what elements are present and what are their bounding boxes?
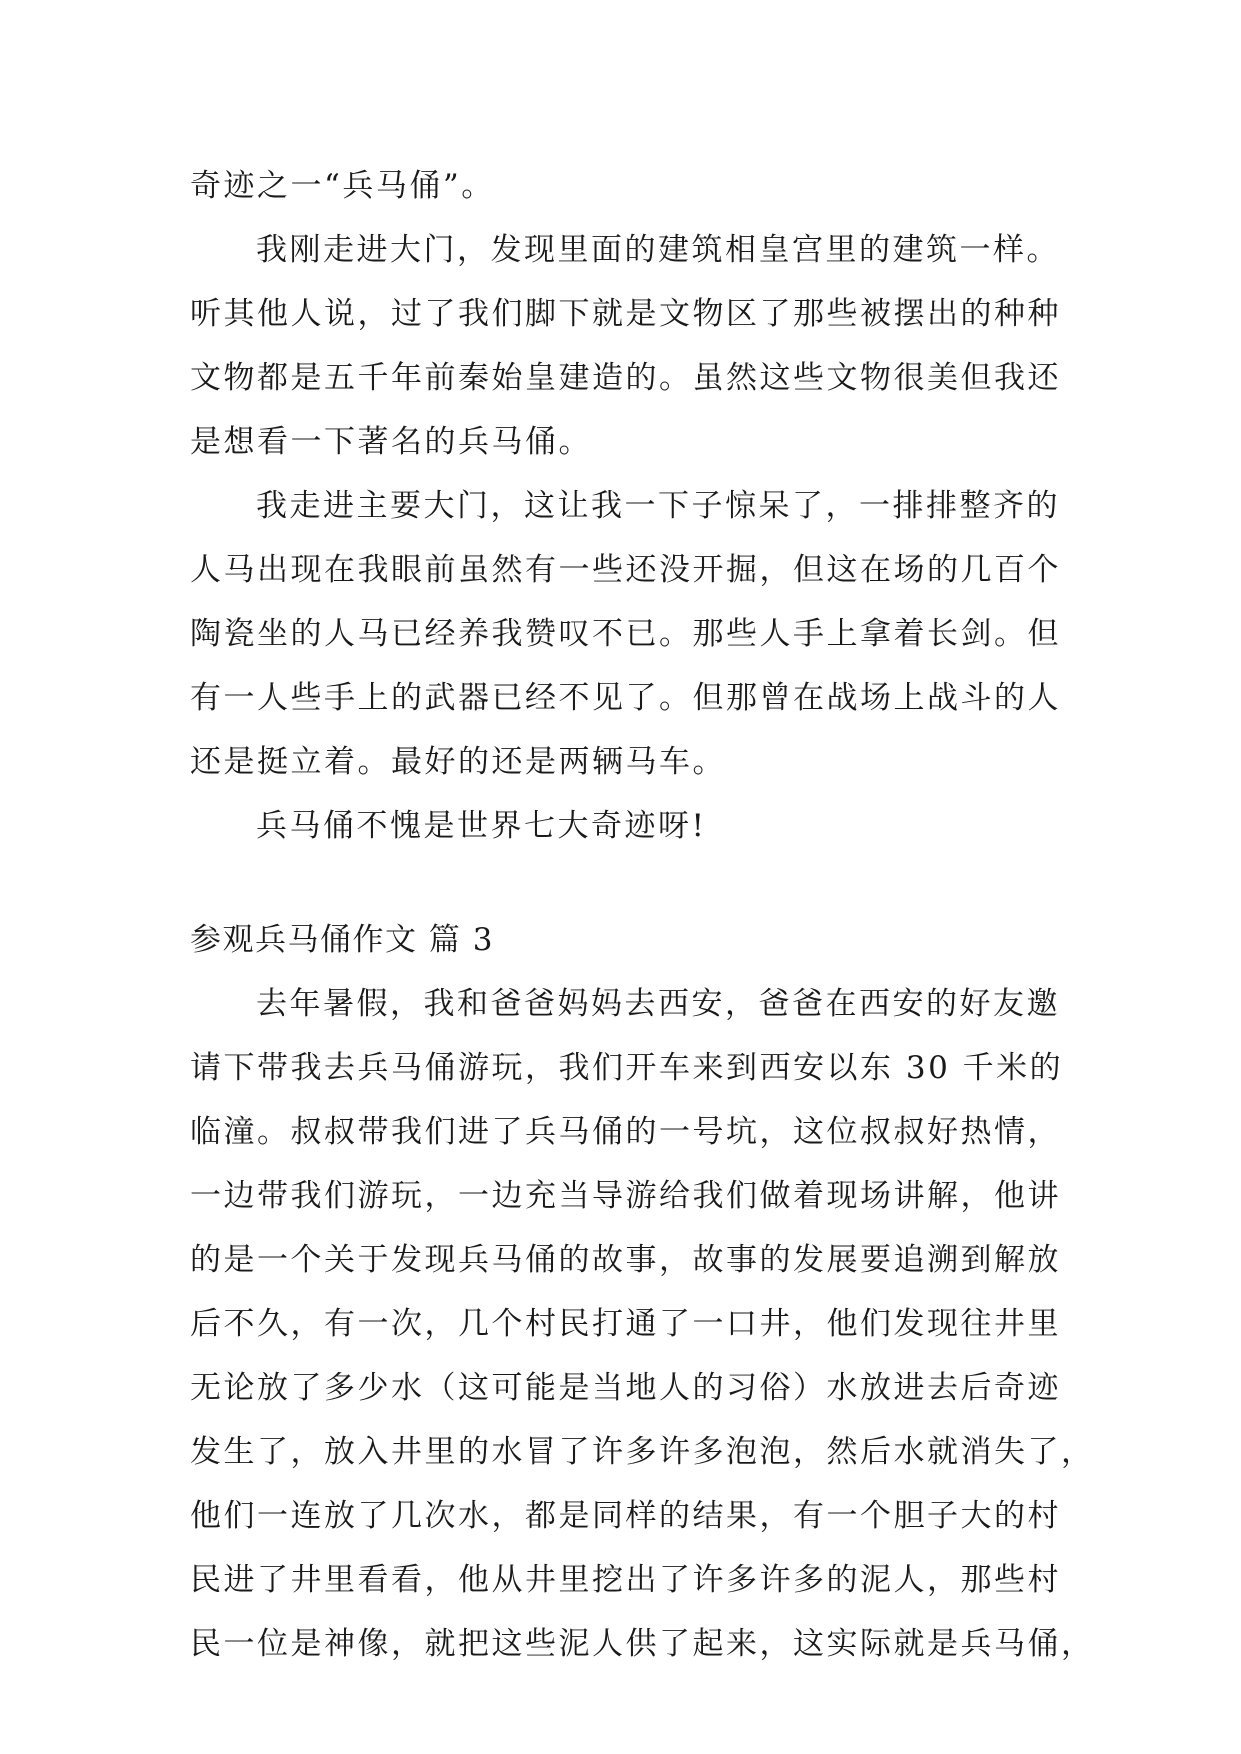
text-line: 人马出现在我眼前虽然有一些还没开掘，但这在场的几百个 xyxy=(190,552,1061,588)
text-line: 是想看一下著名的兵马俑。 xyxy=(190,424,592,460)
paragraph-start-line: 去年暑假，我和爸爸妈妈去西安，爸爸在西安的好友邀 xyxy=(256,986,1060,1022)
text-line: 无论放了多少水（这可能是当地人的习俗）水放进去后奇迹 xyxy=(190,1370,1061,1406)
text-line: 还是挺立着。最好的还是两辆马车。 xyxy=(190,744,726,780)
text-line: 民一位是神像，就把这些泥人供了起来，这实际就是兵马俑， xyxy=(190,1626,1095,1662)
text-line: 他们一连放了几次水，都是同样的结果，有一个胆子大的村 xyxy=(190,1498,1061,1534)
text-line: 文物都是五千年前秦始皇建造的。虽然这些文物很美但我还 xyxy=(190,360,1061,396)
section-heading: 参观兵马俑作文 篇 3 xyxy=(190,922,494,958)
text-line: 后不久，有一次，几个村民打通了一口井，他们发现往井里 xyxy=(190,1306,1061,1342)
text-line: 陶瓷坐的人马已经养我赞叹不已。那些人手上拿着长剑。但 xyxy=(190,616,1061,652)
text-line: 请下带我去兵马俑游玩，我们开车来到西安以东 30 千米的 xyxy=(190,1050,1064,1086)
paragraph-start-line: 兵马俑不愧是世界七大奇迹呀! xyxy=(256,808,707,844)
text-line: 临潼。叔叔带我们进了兵马俑的一号坑，这位叔叔好热情， xyxy=(190,1114,1061,1150)
paragraph-start-line: 我刚走进大门，发现里面的建筑相皇宫里的建筑一样。 xyxy=(256,232,1060,268)
text-line: 有一人些手上的武器已经不见了。但那曾在战场上战斗的人 xyxy=(190,680,1061,716)
text-line: 听其他人说，过了我们脚下就是文物区了那些被摆出的种种 xyxy=(190,296,1061,332)
text-line: 奇迹之一“兵马俑”。 xyxy=(190,168,495,204)
text-line: 一边带我们游玩，一边充当导游给我们做着现场讲解，他讲 xyxy=(190,1178,1061,1214)
text-line: 民进了井里看看，他从井里挖出了许多许多的泥人，那些村 xyxy=(190,1562,1061,1598)
text-line: 的是一个关于发现兵马俑的故事，故事的发展要追溯到解放 xyxy=(190,1242,1061,1278)
text-line: 发生了，放入井里的水冒了许多许多泡泡，然后水就消失了， xyxy=(190,1434,1095,1470)
paragraph-start-line: 我走进主要大门，这让我一下子惊呆了，一排排整齐的 xyxy=(256,488,1060,524)
